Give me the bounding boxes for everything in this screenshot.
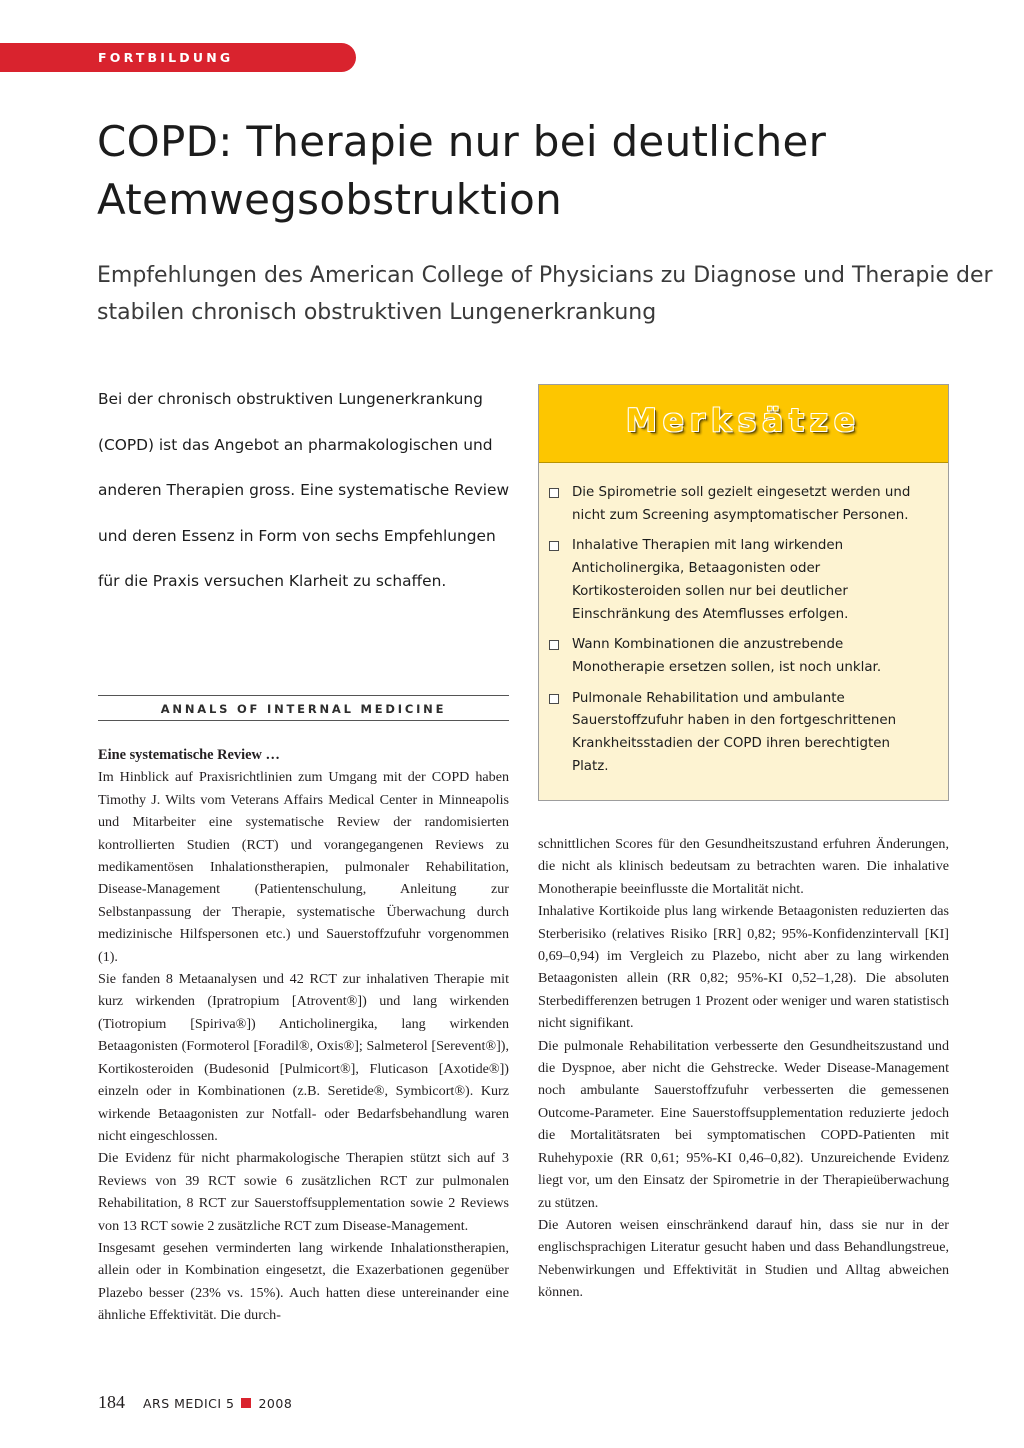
page-number: 184 bbox=[98, 1392, 125, 1412]
article-title: COPD: Therapie nur bei deutlicher Atemwegsobstruktion bbox=[97, 117, 827, 224]
publication-year: 2008 bbox=[258, 1396, 293, 1411]
article-subtitle: Empfehlungen des American College of Physicians zu Diagnose und Therapie der stabilen chronisch obstruktiven Lungenerkrankung bbox=[97, 263, 993, 325]
checkbox-bullet-icon bbox=[549, 640, 559, 650]
body-paragraph: Die Evidenz für nicht pharmakologische Therapien stützt sich auf 3 Reviews von 39 RCT sowie 6 zusätzlichen RCT zur pulmonalen Rehabilitation, 8 RCT zur Sauerstoffsupplementation sowie 2 Reviews von 13 RCT sowie 2 zusätzliche RCT zum Disease-Management. bbox=[98, 1150, 509, 1234]
key-points-header bbox=[539, 385, 948, 463]
key-point-text: Pulmonale Rehabilitation und ambulante Sauerstoffzufuhr haben in den fortgeschrittenen Krankheitsstadien der COPD ihren berechtigten Platz. bbox=[572, 690, 897, 774]
key-points-box bbox=[538, 384, 949, 801]
body-paragraph: Insgesamt gesehen verminderten lang wirkende Inhalationstherapien, allein oder in Kombination eingesetzt, die Exazerbationen gegenüber Plazebo besser (23% vs. 15%). Auch hatten diese untereinander eine ähnliche Effektivität. Die durch- bbox=[98, 1239, 509, 1324]
key-point-item bbox=[549, 688, 929, 779]
journal-name: ARS MEDICI 5 bbox=[143, 1396, 235, 1411]
key-points-title: Merksätze bbox=[625, 403, 862, 439]
footer-square-icon bbox=[241, 1398, 251, 1408]
key-point-text: Die Spirometrie soll gezielt eingesetzt werden und nicht zum Screening asymptomatischer Personen. bbox=[572, 485, 911, 523]
section-label: FORTBILDUNG bbox=[98, 50, 234, 65]
checkbox-bullet-icon bbox=[549, 488, 559, 498]
body-paragraph: Sie fanden 8 Metaanalysen und 42 RCT zur inhalativen Therapie mit kurz wirkenden (Ipratropium [Atrovent®]) und lang wirkenden (Tiotropium [Spiriva®]) Anticholinergika, lang wirkenden Betaagonisten (Formoterol [Foradil®, Oxis®]; Salmeterol [Serevent®]), Kortikosteroiden (Budesonid [Pulmicort®], Fluticason [Axotide®]) einzeln oder in Kombinationen (z.B. Seretide®, Symbicort®). Kurz wirkende Betaagonisten zur Notfall- oder Bedarfsbehandlung waren nicht eingeschlossen. bbox=[98, 971, 509, 1144]
key-point-text: Inhalative Therapien mit lang wirkenden Anticholinergika, Betaagonisten oder Kortikosteroiden sollen nur bei deutlicher Einschränkung des Atemflusses erfolgen. bbox=[572, 538, 849, 622]
key-point-item bbox=[549, 482, 929, 527]
checkbox-bullet-icon bbox=[549, 694, 559, 704]
section-heading: Eine systematische Review … bbox=[98, 747, 280, 763]
body-column-right bbox=[538, 833, 949, 1304]
lead-paragraph: Bei der chronisch obstruktiven Lungenerkrankung (COPD) ist das Angebot an pharmakologischen und anderen Therapien gross. Eine systematische Review und deren Essenz in Form von sechs Empfehlungen für die Praxis versuchen Klarheit zu schaffen. bbox=[98, 390, 510, 590]
body-column-left bbox=[98, 744, 509, 1327]
source-divider-bottom bbox=[98, 720, 509, 721]
key-point-text: Wann Kombinationen die anzustrebende Monotherapie ersetzen sollen, ist noch unklar. bbox=[572, 637, 882, 675]
body-paragraph: Die Autoren weisen einschränkend darauf hin, dass sie nur in der englischsprachigen Literatur gesucht haben und dass Behandlungstreue, Nebenwirkungen und Effektivität in Studien und Alltag abweichen können. bbox=[538, 1216, 949, 1301]
key-point-item bbox=[549, 535, 929, 626]
key-points-list bbox=[549, 482, 929, 786]
source-divider-top bbox=[98, 695, 509, 696]
page-footer bbox=[98, 1392, 292, 1414]
body-paragraph: schnittlichen Scores für den Gesundheitszustand erfuhren Änderungen, die nicht als klinisch bedeutsam zu betrachten waren. Die inhalative Monotherapie beeinflusste die Mortalität nicht. bbox=[538, 836, 949, 897]
checkbox-bullet-icon bbox=[549, 541, 559, 551]
key-point-item bbox=[549, 634, 929, 679]
body-paragraph: Im Hinblick auf Praxisrichtlinien zum Umgang mit der COPD haben Timothy J. Wilts vom Veterans Affairs Medical Center in Minneapolis und Mitarbeiter eine systematische Review der randomisierten kontrollierten Studien (RCT) und vorangegangenen Reviews zu medikamentösen Inhalationstherapien, pulmonaler Rehabilitation, Disease-Management (Patientenschulung, Anleitung zur Selbstanpassung der Therapie, systematische Überwachung durch medizinische Hilfspersonen etc.) und Sauerstoffzufuhr vorgenommen (1). bbox=[98, 769, 509, 965]
source-label: ANNALS OF INTERNAL MEDICINE bbox=[160, 702, 447, 716]
body-paragraph: Inhalative Kortikoide plus lang wirkende Betaagonisten reduzierten das Sterberisiko (relatives Risiko [RR] 0,82; 95%-Konfidenzintervall [KI] 0,69–0,94) im Vergleich zu Plazebo, nicht aber zu lang wirkenden Betaagonisten allein (RR 0,82; 95%-KI 0,52–1,28). Die absoluten Sterbedifferenzen betrugen 1 Prozent oder weniger und waren statistisch nicht signifikant. bbox=[538, 903, 949, 1032]
body-paragraph: Die pulmonale Rehabilitation verbesserte den Gesundheitszustand und die Dyspnoe, aber nicht die Gehstrecke. Weder Disease-Management noch ambulante Sauerstoffzufuhr verbesserten die gemessenen Outcome-Parameter. Eine Sauerstoffsupplementation reduzierte jedoch die Mortalitätsraten bei symptomatischen COPD-Patienten mit Ruhehypoxie (RR 0,61; 95%-KI 0,46–0,82). Unzureichende Evidenz liegt vor, um den Einsatz der Spirometrie in der Therapieüberwachung zu stützen. bbox=[538, 1037, 949, 1211]
